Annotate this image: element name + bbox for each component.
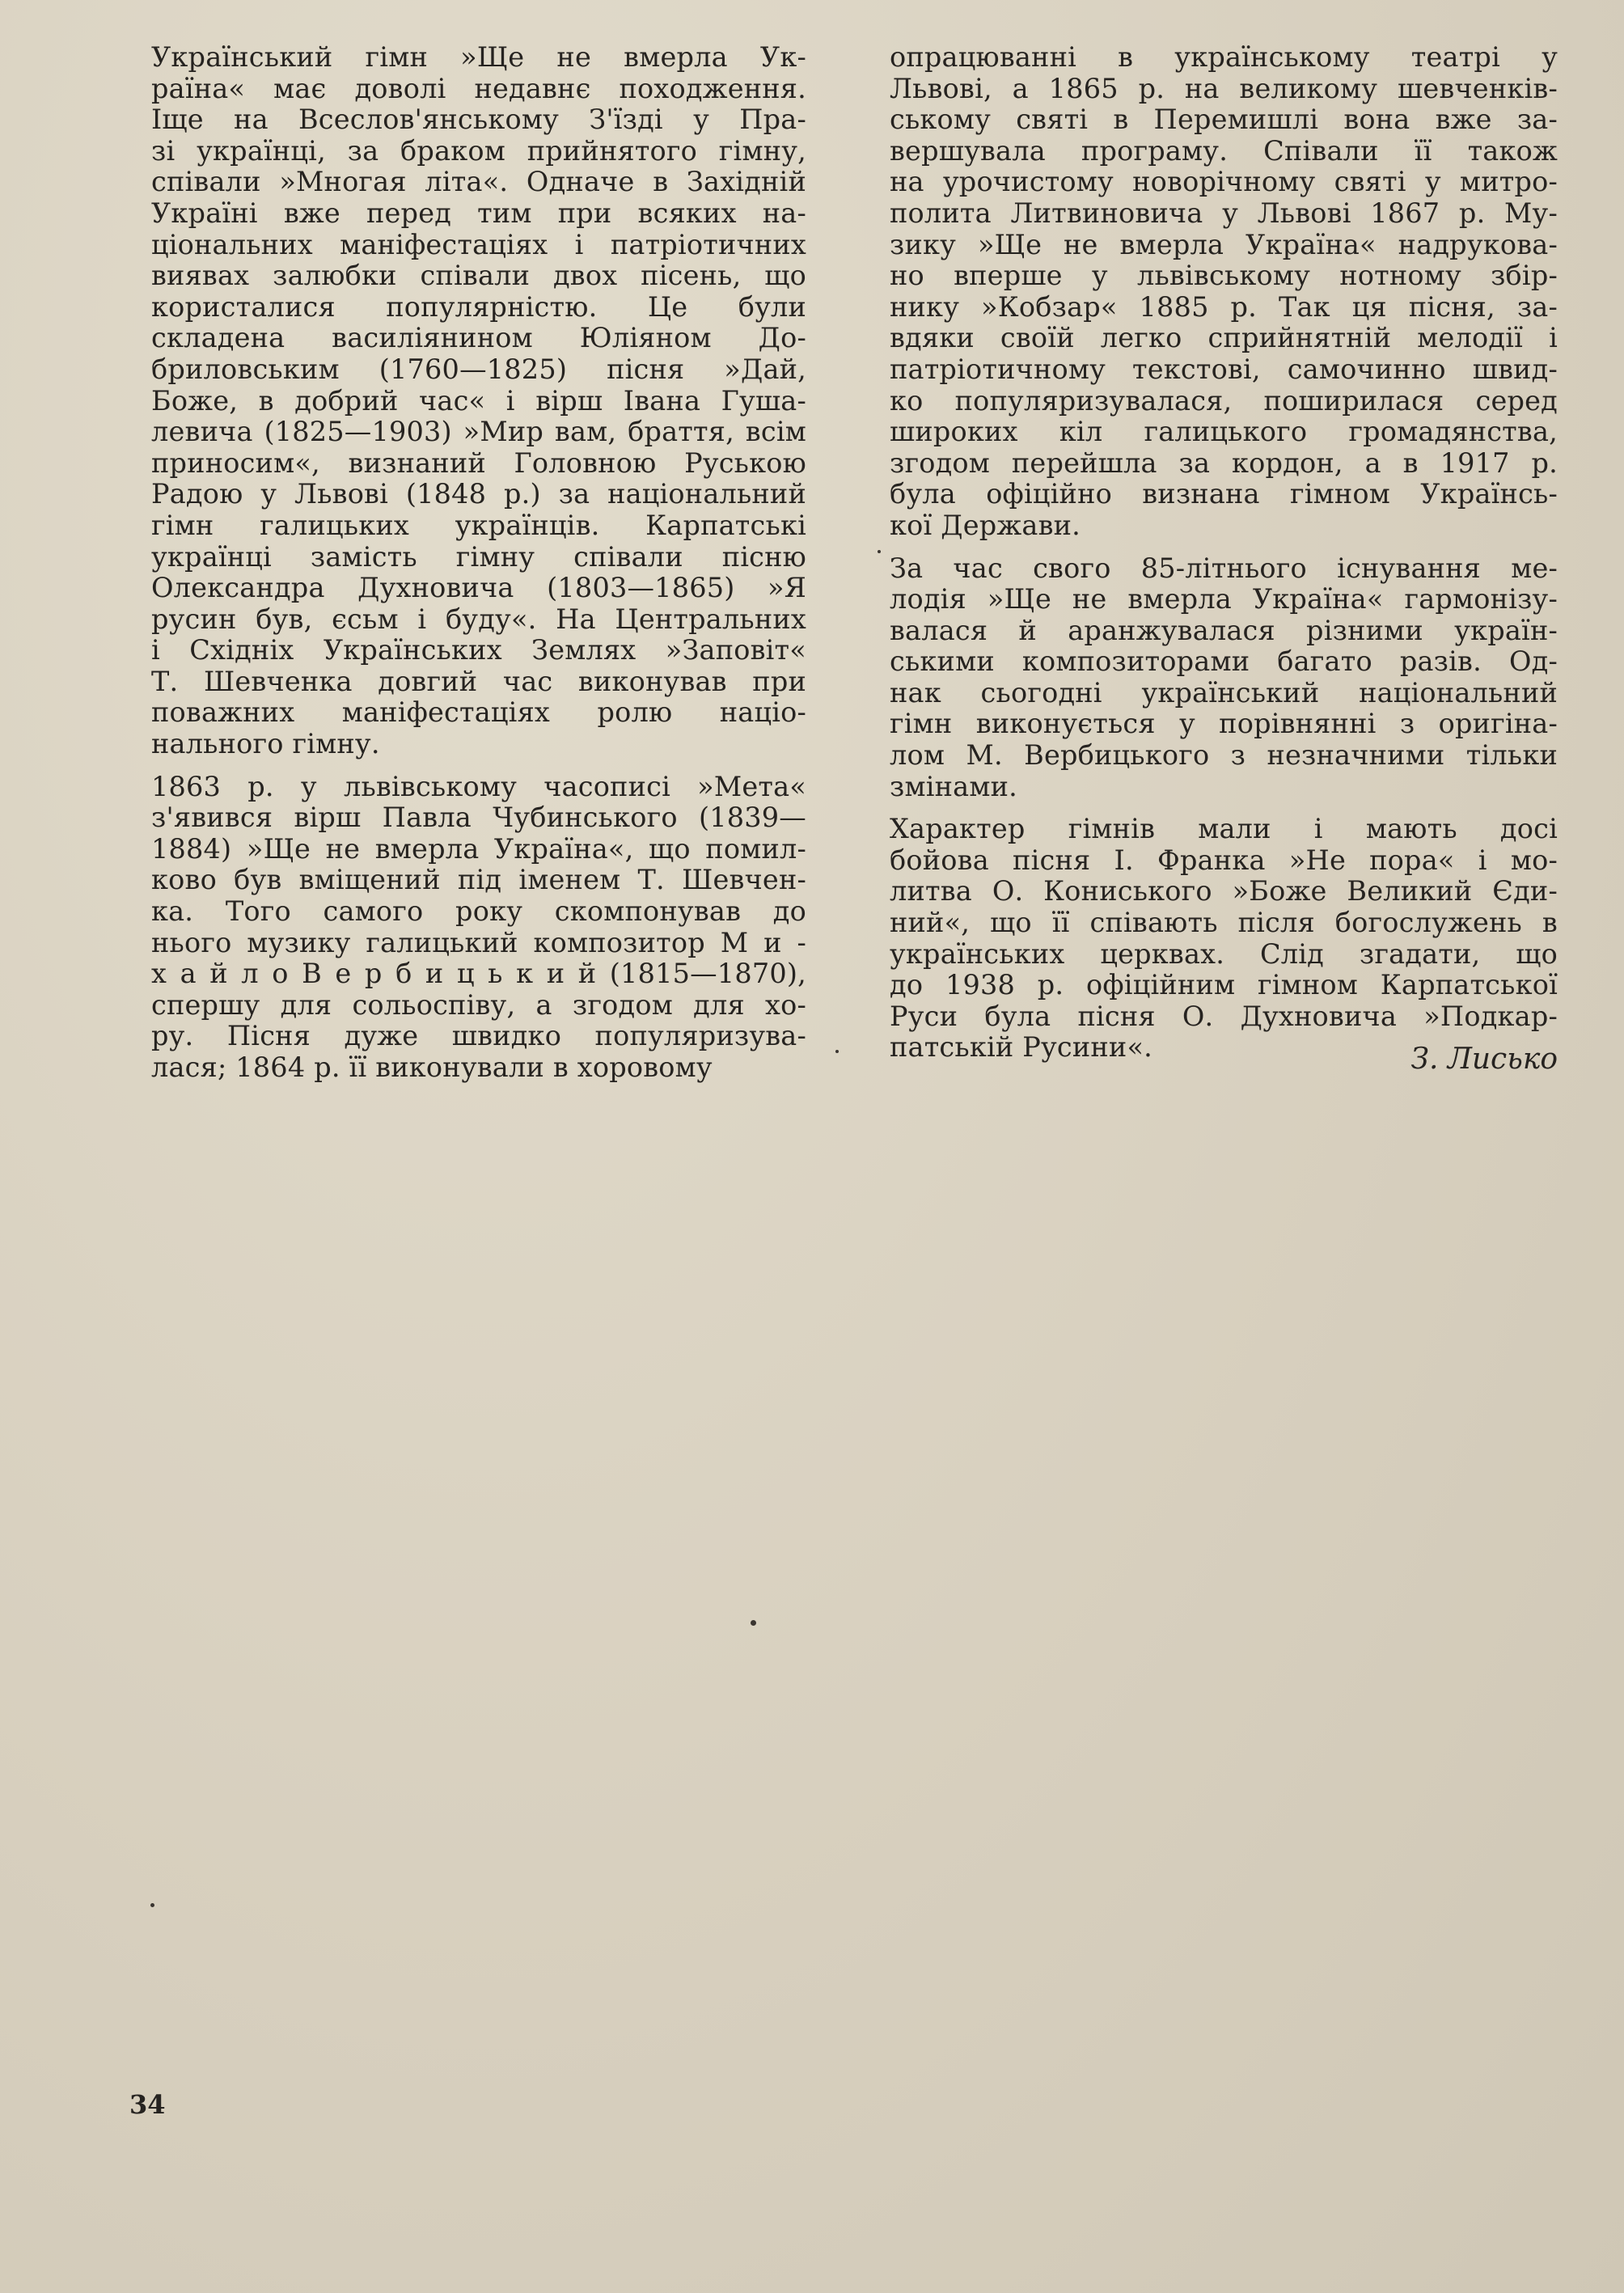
text-line: приносим«, визнаний Головною Руською [151,446,806,479]
text-line: ково був вміщений під іменем Т. Шевчен- [151,864,806,896]
text-line: х а й л о В е р б и ц ь к и й (1815—1870), [151,958,806,990]
text-line: Львові, а 1865 р. на великому шевченків- [890,72,1558,104]
text-line: лодія »Ще не вмерла Україна« гармонізу- [890,583,1558,616]
page-number: 34 [129,2089,166,2120]
text-line: бриловським (1760—1825) пісня »Дай, [151,353,806,385]
text-line: була офіційно визнана гімном Українсь- [890,478,1558,510]
text-line: русин був, єсьм і буду«. На Центральних [151,603,806,635]
text-line: но вперше у львівському нотному збір- [890,260,1558,292]
paper-speck [150,1903,154,1907]
text-line: змінами. [890,770,1017,802]
text-line: ру. Пісня дуже швидко популяризува- [151,1020,806,1052]
right-column [857,42,1558,1075]
text-line: ськими композиторами багато разів. Од- [890,645,1558,678]
text-line: Іще на Всеслов'янському З'їзді у Пра- [151,104,806,136]
text-line: патріотичному текстові, самочинно швид- [890,353,1558,385]
text-line: згодом перейшла за кордон, а в 1917 р. [890,446,1558,479]
paragraph [119,772,806,1084]
text-line: нього музику галицький композитор М и - [151,926,806,958]
text-line: Радою у Львові (1848 р.) за національний [151,478,806,510]
text-line: бойова пісня І. Франка »Не пора« і мо- [890,844,1558,876]
paper-speck [835,1050,839,1053]
text-line: лася; 1864 р. її виконували в хоровому [151,1051,713,1083]
left-column [119,42,806,1095]
text-line: на урочистому новорічному святі у митро- [890,166,1558,198]
text-line: широких кіл галицького громадянства, [890,416,1558,448]
text-line: ний«, що її співають після богослужень в [890,907,1558,939]
text-line: валася й аранжувалася різними україн- [890,614,1558,646]
text-line: левича (1825—1903) »Мир вам, браття, всім [151,416,806,448]
text-line: Боже, в добрий час« і вірш Івана Гуша- [151,384,806,417]
text-line: гімн виконується у порівнянні з оригіна- [890,708,1558,740]
text-line: полита Литвиновича у Львові 1867 р. Му- [890,197,1558,229]
text-line: 1884) »Ще не вмерла Україна«, що помил- [151,832,806,865]
paper-speck [878,550,881,553]
text-line: зику »Ще не вмерла Україна« надрукова- [890,228,1558,260]
text-line: 1863 р. у львівському часописі »Мета« [151,770,806,802]
text-line: Україні вже перед тим при всяких на- [151,197,806,229]
text-line: складена василіянином Юліяном До- [151,322,806,354]
text-line: користалися популярністю. Це були [151,290,806,323]
text-line: і Східніх Українських Землях »Заповіт« [151,634,806,666]
text-line: ціональних маніфестаціях і патріотичних [151,228,806,260]
text-line: вершувала програму. Співали її також [890,134,1558,167]
text-line: українських церквах. Слід згадати, що [890,937,1558,970]
text-line: Т. Шевченка довгий час виконував при [151,665,806,697]
paragraph [857,814,1558,1064]
paragraph [857,42,1558,542]
text-line: Український гімн »Ще не вмерла Ук- [151,41,806,73]
text-line: виявах залюбки співали двох пісень, що [151,260,806,292]
text-line: раїна« має доволі недавнє походження. [151,72,806,104]
text-line: до 1938 р. офіційним гімном Карпатської [890,969,1558,1001]
paper-speck [751,1620,756,1626]
text-line: спершу для сольоспіву, а згодом для хо- [151,988,806,1021]
text-line: вдяки своїй легко сприйнятній мелодії і [890,322,1558,354]
text-line: зі українці, за браком прийнятого гімну, [151,134,806,167]
text-line: патській Русини«. [890,1031,1153,1064]
paragraph [119,42,806,760]
text-line: ко популяризувалася, поширилася серед [890,384,1558,417]
text-line: кої Держави. [890,509,1081,541]
text-line: Характер гімнів мали і мають досі [890,813,1558,845]
text-line: Руси була пісня О. Духновича »Подкар- [890,1000,1558,1032]
text-line: Олександра Духновича (1803—1865) »Я [151,572,806,604]
author-signature: З. Лисько [1410,1043,1558,1076]
text-line: гімн галицьких українців. Карпатські [151,509,806,541]
text-line: нак сьогодні український національний [890,676,1558,709]
text-line: нального гімну. [151,728,380,760]
text-line: поважних маніфестаціях ролю націо- [151,696,806,729]
text-line: з'явився вірш Павла Чубинського (1839— [151,802,806,834]
text-line: співали »Многая літа«. Одначе в Західній [151,166,806,198]
text-line: литва О. Кониського »Боже Великий Єди- [890,875,1558,907]
text-line: ка. Того самого року скомпонував до [151,895,806,928]
text-line: опрацюванні в українському театрі у [890,41,1558,73]
text-line: нику »Кобзар« 1885 р. Так ця пісня, за- [890,290,1558,323]
text-line: лом М. Вербицького з незначними тільки [890,739,1558,772]
text-line: За час свого 85-літнього існування ме- [890,552,1558,584]
text-line: ському святі в Перемишлі вона вже за- [890,104,1558,136]
paragraph [857,553,1558,803]
text-line: українці замість гімну співали пісню [151,540,806,573]
